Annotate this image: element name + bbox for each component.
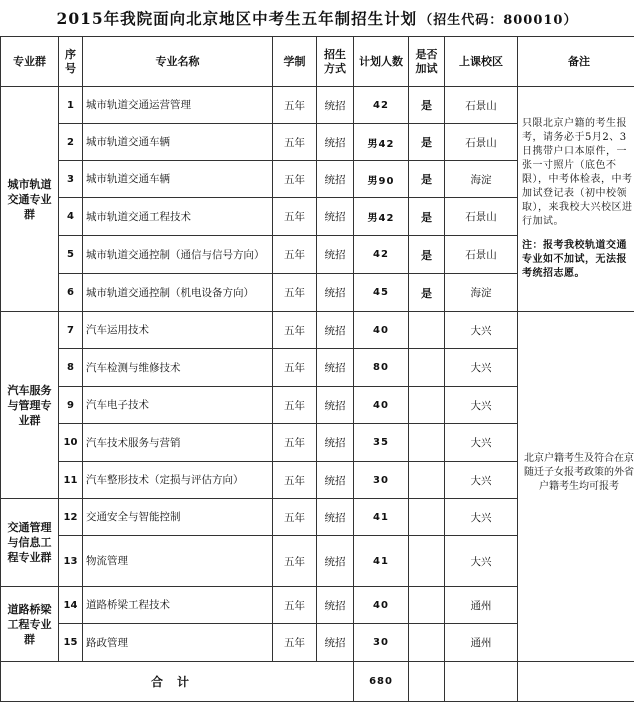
total-notes-empty	[518, 662, 634, 702]
method-cell: 统招	[317, 161, 354, 198]
campus-cell: 通州	[445, 624, 518, 662]
seq-cell: 13	[59, 536, 83, 587]
method-cell: 统招	[317, 236, 354, 274]
name-cell: 汽车电子技术	[83, 387, 273, 424]
campus-cell: 海淀	[445, 274, 518, 312]
enrollment-plan-table	[0, 36, 634, 702]
header-notes: 备注	[518, 37, 634, 87]
method-cell: 统招	[317, 198, 354, 236]
method-cell: 统招	[317, 87, 354, 124]
seq-cell: 6	[59, 274, 83, 312]
method-cell: 统招	[317, 624, 354, 662]
duration-cell: 五年	[273, 462, 317, 499]
header-duration: 学制	[273, 37, 317, 87]
duration-cell: 五年	[273, 198, 317, 236]
campus-cell: 石景山	[445, 236, 518, 274]
campus-cell: 大兴	[445, 536, 518, 587]
seq-cell: 8	[59, 349, 83, 387]
method-cell: 统招	[317, 124, 354, 161]
count-cell: 40	[354, 387, 409, 424]
method-cell: 统招	[317, 499, 354, 536]
extra-exam-cell	[409, 387, 445, 424]
extra-exam-cell: 是	[409, 274, 445, 312]
header-group: 专业群	[1, 37, 59, 87]
name-cell: 城市轨道交通车辆	[83, 161, 273, 198]
duration-cell: 五年	[273, 624, 317, 662]
name-cell: 物流管理	[83, 536, 273, 587]
seq-cell: 10	[59, 424, 83, 462]
page-title	[0, 0, 634, 36]
method-cell: 统招	[317, 424, 354, 462]
name-cell: 城市轨道交通控制（通信与信号方向）	[83, 236, 273, 274]
total-campus-empty	[445, 662, 518, 702]
name-cell: 汽车技术服务与营销	[83, 424, 273, 462]
name-cell: 交通安全与智能控制	[83, 499, 273, 536]
campus-cell: 石景山	[445, 124, 518, 161]
count-cell: 男42	[354, 124, 409, 161]
campus-cell: 石景山	[445, 198, 518, 236]
campus-cell: 海淀	[445, 161, 518, 198]
group-cell: 城市轨道交通专业群	[1, 87, 59, 312]
extra-exam-cell: 是	[409, 87, 445, 124]
duration-cell: 五年	[273, 124, 317, 161]
header-row	[1, 37, 634, 87]
extra-exam-cell: 是	[409, 198, 445, 236]
extra-exam-cell	[409, 536, 445, 587]
extra-exam-cell	[409, 462, 445, 499]
name-cell: 道路桥梁工程技术	[83, 587, 273, 624]
table-row	[1, 312, 634, 349]
method-cell: 统招	[317, 587, 354, 624]
method-cell: 统招	[317, 349, 354, 387]
campus-cell: 大兴	[445, 349, 518, 387]
duration-cell: 五年	[273, 236, 317, 274]
seq-cell: 5	[59, 236, 83, 274]
method-cell: 统招	[317, 462, 354, 499]
count-cell: 30	[354, 462, 409, 499]
count-cell: 35	[354, 424, 409, 462]
seq-cell: 2	[59, 124, 83, 161]
seq-cell: 9	[59, 387, 83, 424]
header-count: 计划人数	[354, 37, 409, 87]
duration-cell: 五年	[273, 87, 317, 124]
campus-cell: 大兴	[445, 424, 518, 462]
enrollment-code: （招生代码：800010）	[419, 9, 577, 28]
notes-rail-bold: 注：报考我校轨道交通专业如不加试，无法报考统招志愿。	[522, 239, 634, 281]
seq-cell: 15	[59, 624, 83, 662]
extra-exam-cell: 是	[409, 124, 445, 161]
name-cell: 城市轨道交通控制（机电设备方向）	[83, 274, 273, 312]
extra-exam-cell: 是	[409, 236, 445, 274]
name-cell: 汽车整形技术（定损与评估方向）	[83, 462, 273, 499]
campus-cell: 大兴	[445, 499, 518, 536]
extra-exam-cell	[409, 349, 445, 387]
total-label: 合计	[1, 662, 354, 702]
header-name: 专业名称	[83, 37, 273, 87]
method-cell: 统招	[317, 387, 354, 424]
group-cell: 交通管理与信息工程专业群	[1, 499, 59, 587]
notes-cell-rail	[518, 87, 634, 312]
count-cell: 41	[354, 536, 409, 587]
method-cell: 统招	[317, 274, 354, 312]
duration-cell: 五年	[273, 499, 317, 536]
duration-cell: 五年	[273, 424, 317, 462]
extra-exam-cell	[409, 624, 445, 662]
extra-exam-cell: 是	[409, 161, 445, 198]
duration-cell: 五年	[273, 161, 317, 198]
count-cell: 41	[354, 499, 409, 536]
campus-cell: 大兴	[445, 387, 518, 424]
duration-cell: 五年	[273, 587, 317, 624]
seq-cell: 1	[59, 87, 83, 124]
seq-cell: 11	[59, 462, 83, 499]
count-cell: 42	[354, 87, 409, 124]
extra-exam-cell	[409, 587, 445, 624]
method-cell: 统招	[317, 312, 354, 349]
extra-exam-cell	[409, 424, 445, 462]
duration-cell: 五年	[273, 312, 317, 349]
notes-rail-text: 只限北京户籍的考生报考，请务必于5月2、3日携带户口本原件，一张一寸照片（底色不限），中考体检表，中考加试登记表（初中校领取），来我校大兴校区进行加试。	[522, 118, 633, 227]
campus-cell: 石景山	[445, 87, 518, 124]
count-cell: 42	[354, 236, 409, 274]
name-cell: 汽车检测与维修技术	[83, 349, 273, 387]
seq-cell: 14	[59, 587, 83, 624]
count-cell: 40	[354, 587, 409, 624]
notes-cell-others: 北京户籍考生及符合在京随迁子女报考政策的外省户籍考生均可报考	[518, 312, 634, 662]
group-cell: 道路桥梁工程专业群	[1, 587, 59, 662]
name-cell: 城市轨道交通运营管理	[83, 87, 273, 124]
total-count: 680	[354, 662, 409, 702]
total-extra-exam-empty	[409, 662, 445, 702]
header-method: 招生方式	[317, 37, 354, 87]
count-cell: 80	[354, 349, 409, 387]
duration-cell: 五年	[273, 274, 317, 312]
name-cell: 城市轨道交通工程技术	[83, 198, 273, 236]
count-cell: 30	[354, 624, 409, 662]
count-cell: 45	[354, 274, 409, 312]
header-campus: 上课校区	[445, 37, 518, 87]
duration-cell: 五年	[273, 349, 317, 387]
seq-cell: 7	[59, 312, 83, 349]
total-row	[1, 662, 634, 702]
duration-cell: 五年	[273, 536, 317, 587]
campus-cell: 大兴	[445, 462, 518, 499]
table-row	[1, 87, 634, 124]
extra-exam-cell	[409, 312, 445, 349]
seq-cell: 3	[59, 161, 83, 198]
campus-cell: 大兴	[445, 312, 518, 349]
title-main: 2015年我院面向北京地区中考生五年制招生计划	[57, 7, 418, 29]
method-cell: 统招	[317, 536, 354, 587]
header-extra-exam: 是否加试	[409, 37, 445, 87]
count-cell: 男90	[354, 161, 409, 198]
name-cell: 汽车运用技术	[83, 312, 273, 349]
extra-exam-cell	[409, 499, 445, 536]
count-cell: 男42	[354, 198, 409, 236]
seq-cell: 12	[59, 499, 83, 536]
campus-cell: 通州	[445, 587, 518, 624]
duration-cell: 五年	[273, 387, 317, 424]
header-seq: 序号	[59, 37, 83, 87]
name-cell: 城市轨道交通车辆	[83, 124, 273, 161]
seq-cell: 4	[59, 198, 83, 236]
group-cell: 汽车服务与管理专业群	[1, 312, 59, 499]
count-cell: 40	[354, 312, 409, 349]
name-cell: 路政管理	[83, 624, 273, 662]
